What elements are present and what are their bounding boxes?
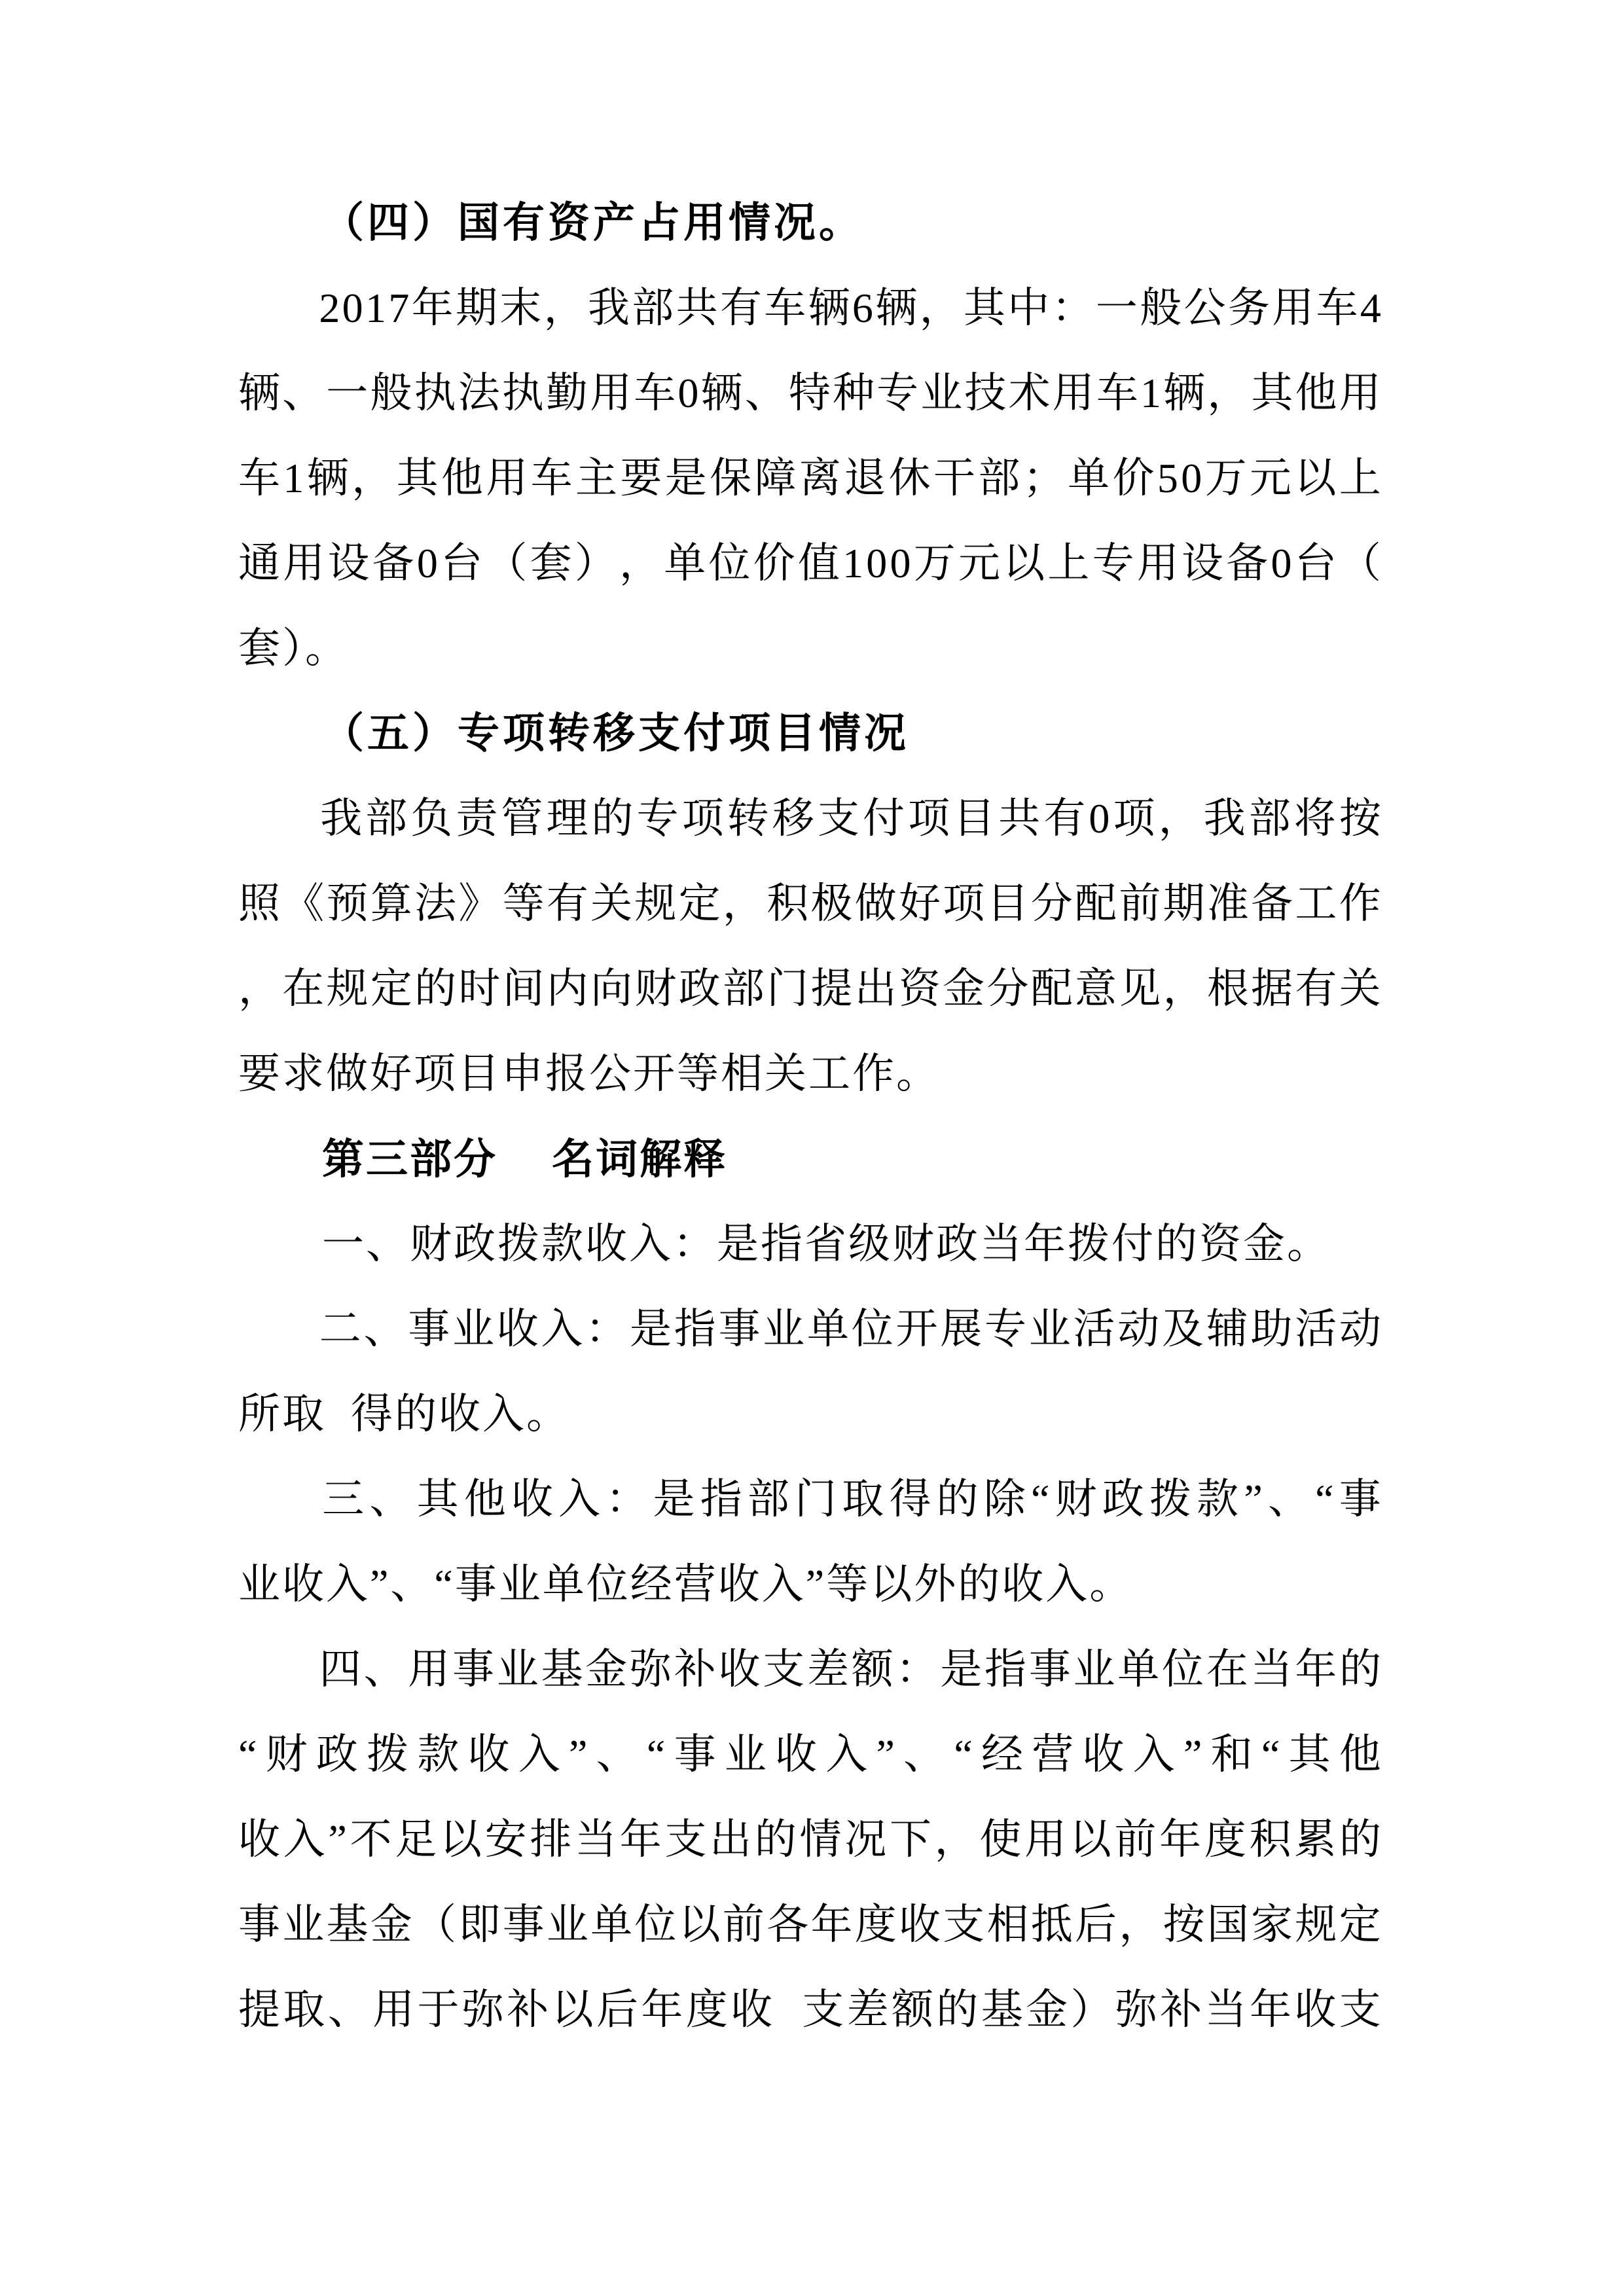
- body-paragraph: [238, 1287, 1381, 1457]
- text-line: 业收入”、“事业单位经营收入”等以外的收入。: [238, 1561, 1134, 1607]
- first-line-indent: [238, 1627, 317, 1712]
- first-line-indent: [238, 776, 317, 861]
- first-line-indent: [238, 1457, 317, 1542]
- text-line: “ 财 政 拨 款 收 入 ” 、 “ 事 业 收 入 ” 、 “ 经 营 收 入 ” 和 “ 其 他: [238, 1731, 1381, 1778]
- text-line: 收 入 ” 不 足 以 安 排 当 年 支 出 的 情 况 下 ， 使 用 以 前 年 度 积 累 的: [238, 1816, 1381, 1863]
- section-heading: [238, 691, 1381, 776]
- text-line: 提 取 、 用 于 弥 补 以 后 年 度 收 支 差 额 的 基 金 ） 弥 补 当 年 收 支: [238, 1986, 1381, 2033]
- text-line: 二 、 事 业 收 入 ： 是 指 事 业 单 位 开 展 专 业 活 动 及 辅 助 活 动: [238, 1287, 1381, 1372]
- text-line: 2 0 1 7 年 期 末 ， 我 部 共 有 车 辆 6 辆 ， 其 中 ： 一 般 公 务 用 车 4: [238, 266, 1381, 351]
- body-paragraph: [238, 1202, 1381, 1287]
- section-heading: [238, 1117, 1381, 1202]
- text-line: 辆 、 一 般 执 法 执 勤 用 车 0 辆 、 特 种 专 业 技 术 用 车 1 辆 ， 其 他 用: [238, 370, 1381, 416]
- text-line: 一、财政拨款收入：是指省级财政当年拨付的资金。: [322, 1221, 1331, 1267]
- body-paragraph: [238, 776, 1381, 1117]
- text-line: 四 、 用 事 业 基 金 弥 补 收 支 差 额 ： 是 指 事 业 单 位 在 当 年 的: [238, 1627, 1381, 1712]
- text-line: 车 1 辆 ， 其 他 用 车 主 要 是 保 障 离 退 休 干 部 ； 单 价 5 0 万 元 以 上: [238, 455, 1381, 501]
- text-line: （四）国有资产占用情况。: [322, 200, 864, 246]
- first-line-indent: [238, 1287, 317, 1372]
- document-body: [238, 181, 1381, 2053]
- text-line: 三 、 其 他 收 入 ： 是 指 部 门 取 得 的 除 “ 财 政 拨 款 ” 、 “ 事: [238, 1457, 1381, 1542]
- body-paragraph: [238, 1457, 1381, 1627]
- text-line: 所取 得的收入。: [238, 1391, 570, 1437]
- text-line: 通 用 设 备 0 台 （ 套 ） ， 单 位 价 值 1 0 0 万 元 以 上 专 用 设 备 0 台 （: [238, 540, 1381, 586]
- text-line: 照 《 预 算 法 》 等 有 关 规 定 ， 积 极 做 好 项 目 分 配 前 期 准 备 工 作: [238, 880, 1381, 927]
- text-line: ， 在 规 定 的 时 间 内 向 财 政 部 门 提 出 资 金 分 配 意 见 ， 根 据 有 关: [238, 965, 1381, 1012]
- text-line: 第三部分 名词解释: [322, 1136, 728, 1183]
- section-heading: [238, 181, 1381, 266]
- text-line: （五）专项转移支付项目情况: [322, 710, 909, 757]
- text-line: 我 部 负 责 管 理 的 专 项 转 移 支 付 项 目 共 有 0 项 ， 我 部 将 按: [238, 776, 1381, 861]
- text-line: 要求做好项目申报公开等相关工作。: [238, 1050, 940, 1097]
- first-line-indent: [238, 266, 317, 351]
- text-line: 事 业 基 金 （ 即 事 业 单 位 以 前 各 年 度 收 支 相 抵 后 ， 按 国 家 规 定: [238, 1901, 1381, 1948]
- body-paragraph: [238, 266, 1381, 691]
- text-line: 套）。: [238, 625, 349, 672]
- body-paragraph: [238, 1627, 1381, 2053]
